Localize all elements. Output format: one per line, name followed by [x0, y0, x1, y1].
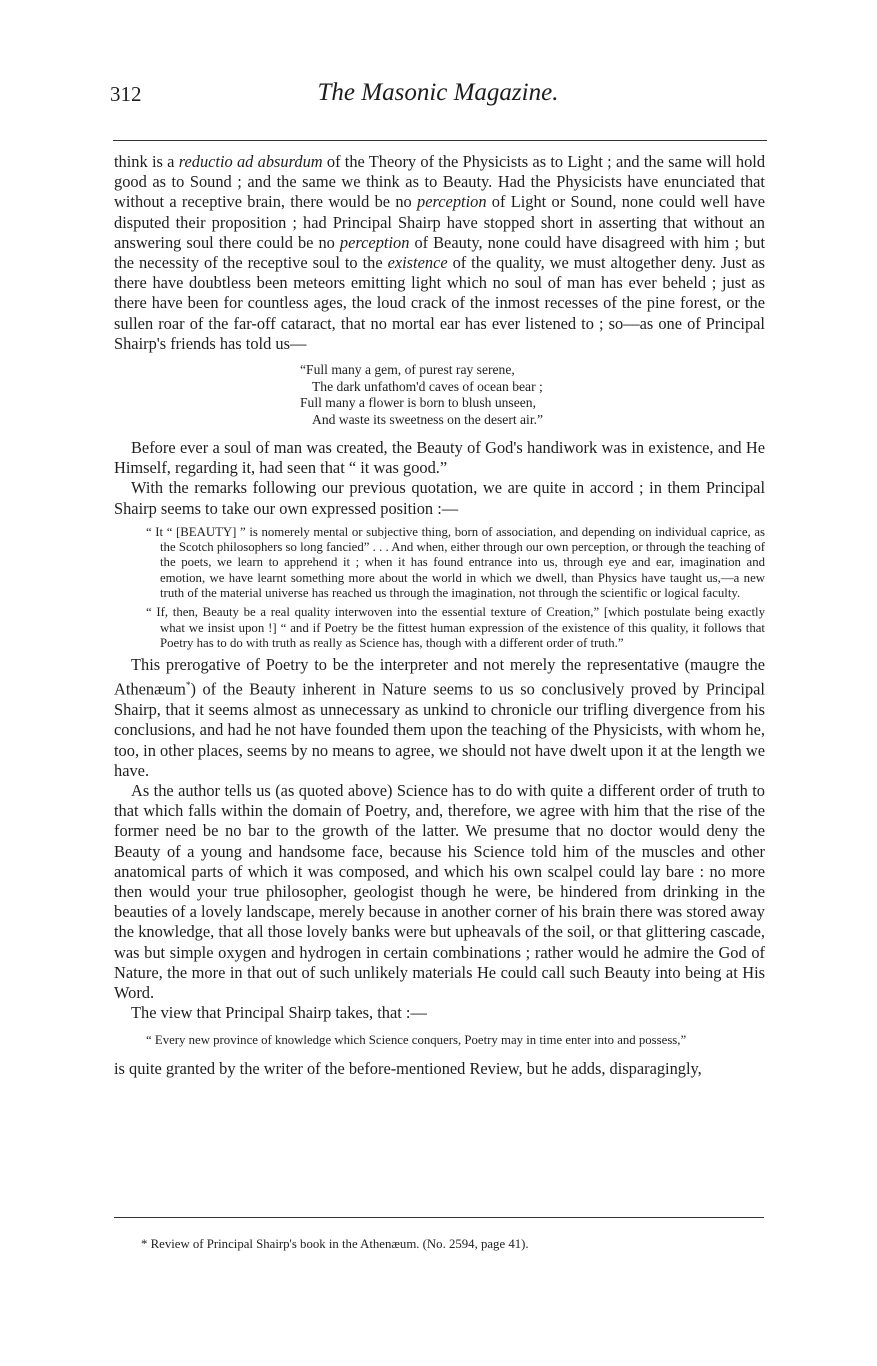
verse-line: The dark unfathom'd caves of ocean bear ;: [312, 378, 543, 394]
italic-phrase: existence: [387, 253, 448, 273]
paragraph: [114, 152, 765, 354]
paragraph: is quite granted by the writer of the before-mentioned Review, but he adds, disparagingly,: [114, 1058, 702, 1078]
italic-phrase: perception: [339, 232, 410, 252]
footnote: * Review of Principal Shairp's book in the Athenæum. (No. 2594, page 41).: [141, 1237, 529, 1251]
paragraph: As the author tells us (as quoted above) Science has to do with quite a different order of truth to that which falls within the domain of Poetry, and, therefore, we agree with him that the rise of the former need be no bar to the growth of the latter. We presume that no doctor would deny the Beauty of a young and handsome face, because his Science told him of the muscles and other anatomical parts of which it was composed, and which his own scalpel could lay bare : no more then would your true philosopher, geologist though he were, be hindered from drinking in the beauties of a lovely landscape, merely because in another corner of his brain there was stored away the knowledge, that all those lovely banks were but upheavals of the soil, or that glittering cascade, was but simple oxygen and hydrogen in certain combinations ; rather would he admire the God of Nature, the more in that out of such unlikely materials He could call such Beauty into being at His Word.: [114, 780, 765, 1002]
verse-quotation: [300, 362, 765, 428]
paragraph: The view that Principal Shairp takes, that :—: [131, 1003, 427, 1023]
verse-line: Full many a flower is born to blush unseen,: [300, 395, 536, 411]
paragraph: With the remarks following our previous quotation, we are quite in accord ; in them Principal Shairp seems to take our own expressed position :—: [114, 478, 765, 518]
article-body: [114, 152, 765, 1079]
text-run: think is a: [114, 152, 179, 171]
page-header: [110, 79, 766, 118]
footnote-marker: *: [185, 680, 191, 691]
text-run: of Beauty, none could have disagreed with him ; but the necessity of the receptive soul to the: [114, 232, 765, 273]
text-run: of the Theory of the Physicists as to Light ; and the same will hold good as to Sound ; and the same we think as to Beauty. Had the Physicists have enunciated that without a receptive brain, there would be no: [114, 152, 766, 212]
italic-phrase: perception: [417, 192, 487, 212]
running-title: The Masonic Magazine.: [317, 79, 559, 106]
text-run: ) of the Beauty inherent in Nature seems to us so conclusively proved by Principal Shairp, that it seems almost as unnecessary as unkind to chronicle our trifling divergence from his conclusions, and had he not have founded them upon the teaching of the Physicists, with whom he, too, in other places, seems by no means to agree, we should not have dwelt upon it at the length we have.: [114, 679, 765, 780]
header-rule: [113, 140, 767, 141]
paragraph: [114, 655, 765, 781]
block-quotation: “ Every new province of knowledge which Science conquers, Poetry may in time enter into and possess,”: [146, 1033, 687, 1048]
block-quotation: [146, 525, 765, 651]
verse-line: And waste its sweetness on the desert air.”: [312, 411, 544, 427]
paragraph: Before ever a soul of man was created, the Beauty of God's handiwork was in existence, and He Himself, regarding it, had seen that “ it was good.”: [114, 438, 765, 478]
text-run: This prerogative of Poetry to be the interpreter and not merely the representative (maugre the Athenæum: [114, 655, 765, 699]
footnote-rule: [114, 1217, 764, 1218]
page-number: 312: [110, 82, 142, 106]
italic-phrase: reductio ad absurdum: [178, 152, 323, 171]
quotation-paragraph: “ If, then, Beauty be a real quality interwoven into the essential texture of Creation,” [which postulate being exactly what we insist upon !] “ and if Poetry be the fittest human expression of the existence of this quality, it follows that Poetry has to do with truth as really as Science has, though with a different order of truth.”: [146, 605, 765, 650]
text-run: of Light or Sound, none could well have disputed their proposition ; had Principal Shairp have stopped short in asserting that without an answering soul there could be no: [114, 192, 765, 252]
verse-line: “Full many a gem, of purest ray serene,: [300, 362, 515, 378]
quotation-paragraph: “ It “ [BEAUTY] ” is nomerely mental or subjective thing, born of association, and depending on individual caprice, as the Scotch philosophers so long fancied” . . . And when, either through our own perception, or through the teaching of the poets, we learn to apprehend it ; when it has found entrance into us, through eye and ear, imagination and emotion, we have learnt something more about the world in which we dwell, than Physics have taught us,—a new truth of the material universe has reached us through the imagination, not through the scientific or logical faculty.: [146, 524, 765, 601]
text-run: of the quality, we must altogether deny. Just as there have doubtless been meteors emitting light which no soul of man has ever beheld ; just as there have been for countless ages, the loud crack of the inmost recesses of the pine forest, or the sullen roar of the far-off cataract, that no mortal ear has ever listened to ; so—as one of Principal Shairp's friends has told us—: [114, 253, 766, 353]
